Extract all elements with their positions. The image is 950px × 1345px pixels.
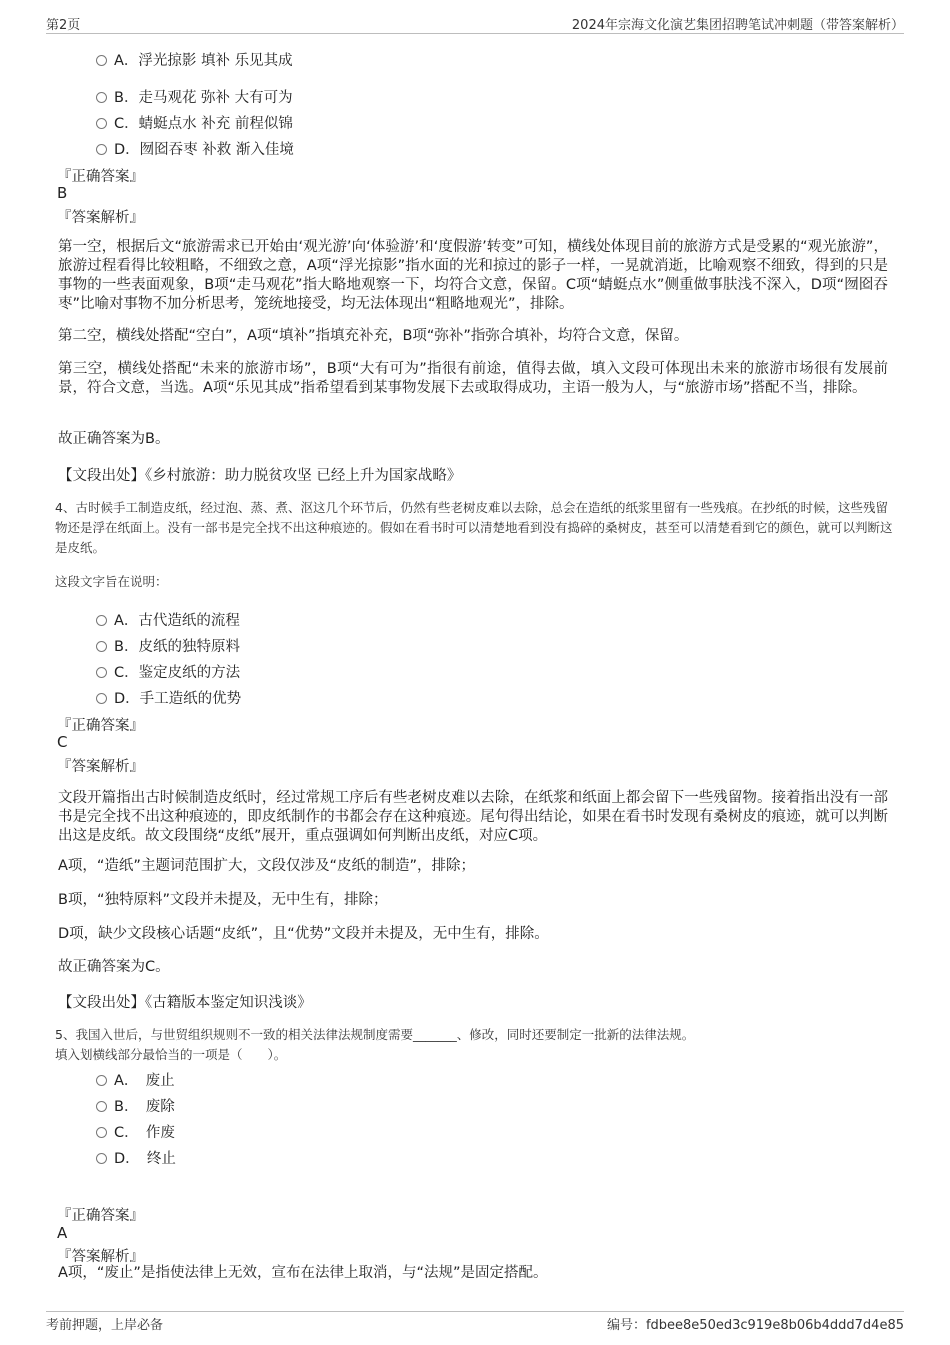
radio-icon[interactable] <box>96 641 107 652</box>
q3-answer-label: 『正确答案』 <box>57 169 144 185</box>
q4-stem: 4、古时候手工制造皮纸，经过泡、蒸、煮、沤这几个环节后，仍然有些老树皮难以去除，总会在造纸的纸浆里留有一些残痕。在抄纸的时候，这些残留物还是浮在纸面上。没有一部书是完全找不出这种痕迹的。假如在看书时可以清楚地看到没有捣碎的桑树皮，甚至可以清楚看到它的颜色，就可以判断这是皮纸。 <box>55 500 893 555</box>
q3-option-d[interactable]: D．囫囵吞枣 补救 渐入佳境 <box>96 138 294 159</box>
radio-icon[interactable] <box>96 1127 107 1138</box>
document-id: 编号：fdbee8e50ed3c919e8b06b4ddd7d4e85 <box>606 1318 904 1333</box>
q5-option-a[interactable]: A． 废止 <box>96 1069 175 1090</box>
radio-icon[interactable] <box>96 615 107 626</box>
q4-option-b[interactable]: B．皮纸的独特原料 <box>96 635 240 656</box>
q4-source: 【文段出处】《古籍版本鉴定知识浅谈》 <box>58 995 312 1011</box>
q4-option-d[interactable]: D．手工造纸的优势 <box>96 687 241 708</box>
radio-icon[interactable] <box>96 118 107 129</box>
header-divider <box>46 33 904 34</box>
q4-prompt: 这段文字旨在说明： <box>55 574 168 589</box>
q3-analysis-paragraph: 第一空，根据后文“旅游需求已开始由‘观光游’向‘体验游’和‘度假游’转变”可知，横线处体现目前的旅游方式是受累的“观光旅游”，旅游过程看得比较粗略，不细致之意，A项“浮光掠影”指水面的光和掠过的影子一样，一晃就消逝，比喻观察不细致，得到的只是事物的一些表面观象，B项“走马观花”指大略地观察一下，均符合文意，保留。C项“蜻蜓点水”侧重做事肤浅不深入，D项“囫囵吞枣”比喻对事物不加分析思考，笼统地接受，均无法体现出“粗略地观光”，排除。 <box>58 239 888 312</box>
radio-icon[interactable] <box>96 144 107 155</box>
q5-analysis-label: 『答案解析』 <box>57 1249 144 1265</box>
radio-icon[interactable] <box>96 1075 107 1086</box>
page-number: 第2页 <box>46 18 81 33</box>
q4-analysis-paragraph: 文段开篇指出古时候制造皮纸时，经过常规工序后有些老树皮难以去除，在纸浆和纸面上都会留下一些残留物。接着指出没有一部书是完全找不出这种痕迹的，即皮纸制作的书都会存在这种痕迹。尾句得出结论，如果在看书时发现有桑树皮的痕迹，就可以判断出这是皮纸。故文段围绕“皮纸”展开，重点强调如何判断出皮纸，对应C项。 <box>58 790 888 844</box>
q3-answer: B <box>57 184 68 202</box>
q4-conclusion: 故正确答案为C。 <box>58 959 170 975</box>
q3-option-a[interactable]: A．浮光掠影 填补 乐见其成 <box>96 49 293 70</box>
q3-analysis-paragraph: 第二空，横线处搭配“空白”，A项“填补”指填充补充，B项“弥补”指弥合填补，均符合文意，保留。 <box>58 328 689 344</box>
radio-icon[interactable] <box>96 667 107 678</box>
page-header <box>46 14 904 34</box>
q5-option-c[interactable]: C． 作废 <box>96 1121 175 1142</box>
q4-answer: C <box>57 733 68 751</box>
q5-stem: 5、我国入世后，与世贸组织规则不一致的相关法律法规制度需要_______、修改，同时还要制定一批新的法律法规。 <box>55 1027 695 1042</box>
footer-divider <box>46 1311 904 1312</box>
q5-analysis-paragraph: A项，“废止”是指使法律上无效，宣布在法律上取消，与“法规”是固定搭配。 <box>58 1265 548 1281</box>
radio-icon[interactable] <box>96 55 107 66</box>
radio-icon[interactable] <box>96 1153 107 1164</box>
q5-answer: A <box>57 1224 68 1242</box>
page-footer <box>46 1314 904 1334</box>
q4-option-a[interactable]: A．古代造纸的流程 <box>96 609 240 630</box>
q5-option-b[interactable]: B． 废除 <box>96 1095 175 1116</box>
q3-option-c[interactable]: C．蜻蜓点水 补充 前程似锦 <box>96 112 293 133</box>
footer-slogan: 考前押题，上岸必备 <box>46 1318 164 1333</box>
q3-source: 【文段出处】《乡村旅游：助力脱贫攻坚 已经上升为国家战略》 <box>58 468 462 484</box>
q4-analysis-paragraph: A项，“造纸”主题词范围扩大，文段仅涉及“皮纸的制造”，排除； <box>58 858 475 874</box>
q5-prompt: 填入划横线部分最恰当的一项是（ ）。 <box>55 1047 287 1062</box>
radio-icon[interactable] <box>96 1101 107 1112</box>
q3-option-b[interactable]: B．走马观花 弥补 大有可为 <box>96 86 293 107</box>
radio-icon[interactable] <box>96 92 107 103</box>
q4-analysis-paragraph: D项，缺少文段核心话题“皮纸”，且“优势”文段并未提及，无中生有，排除。 <box>58 926 549 942</box>
q4-analysis-label: 『答案解析』 <box>57 759 144 775</box>
q4-answer-label: 『正确答案』 <box>57 718 144 734</box>
q4-option-c[interactable]: C．鉴定皮纸的方法 <box>96 661 240 682</box>
q5-option-d[interactable]: D． 终止 <box>96 1147 176 1168</box>
q3-analysis-paragraph: 第三空，横线处搭配“未来的旅游市场”，B项“大有可为”指很有前途，值得去做，填入文段可体现出未来的旅游市场很有发展前景，符合文意，当选。A项“乐见其成”指希望看到某事物发展下去或取得成功，主语一般为人，与“旅游市场”搭配不当，排除。 <box>58 361 888 396</box>
q5-answer-label: 『正确答案』 <box>57 1208 144 1224</box>
q3-analysis-label: 『答案解析』 <box>57 210 144 226</box>
document-title: 2024年宗海文化演艺集团招聘笔试冲刺题（带答案解析） <box>571 18 904 33</box>
q3-conclusion: 故正确答案为B。 <box>58 431 170 447</box>
radio-icon[interactable] <box>96 693 107 704</box>
q4-analysis-paragraph: B项，“独特原料”文段并未提及，无中生有，排除； <box>58 892 388 908</box>
